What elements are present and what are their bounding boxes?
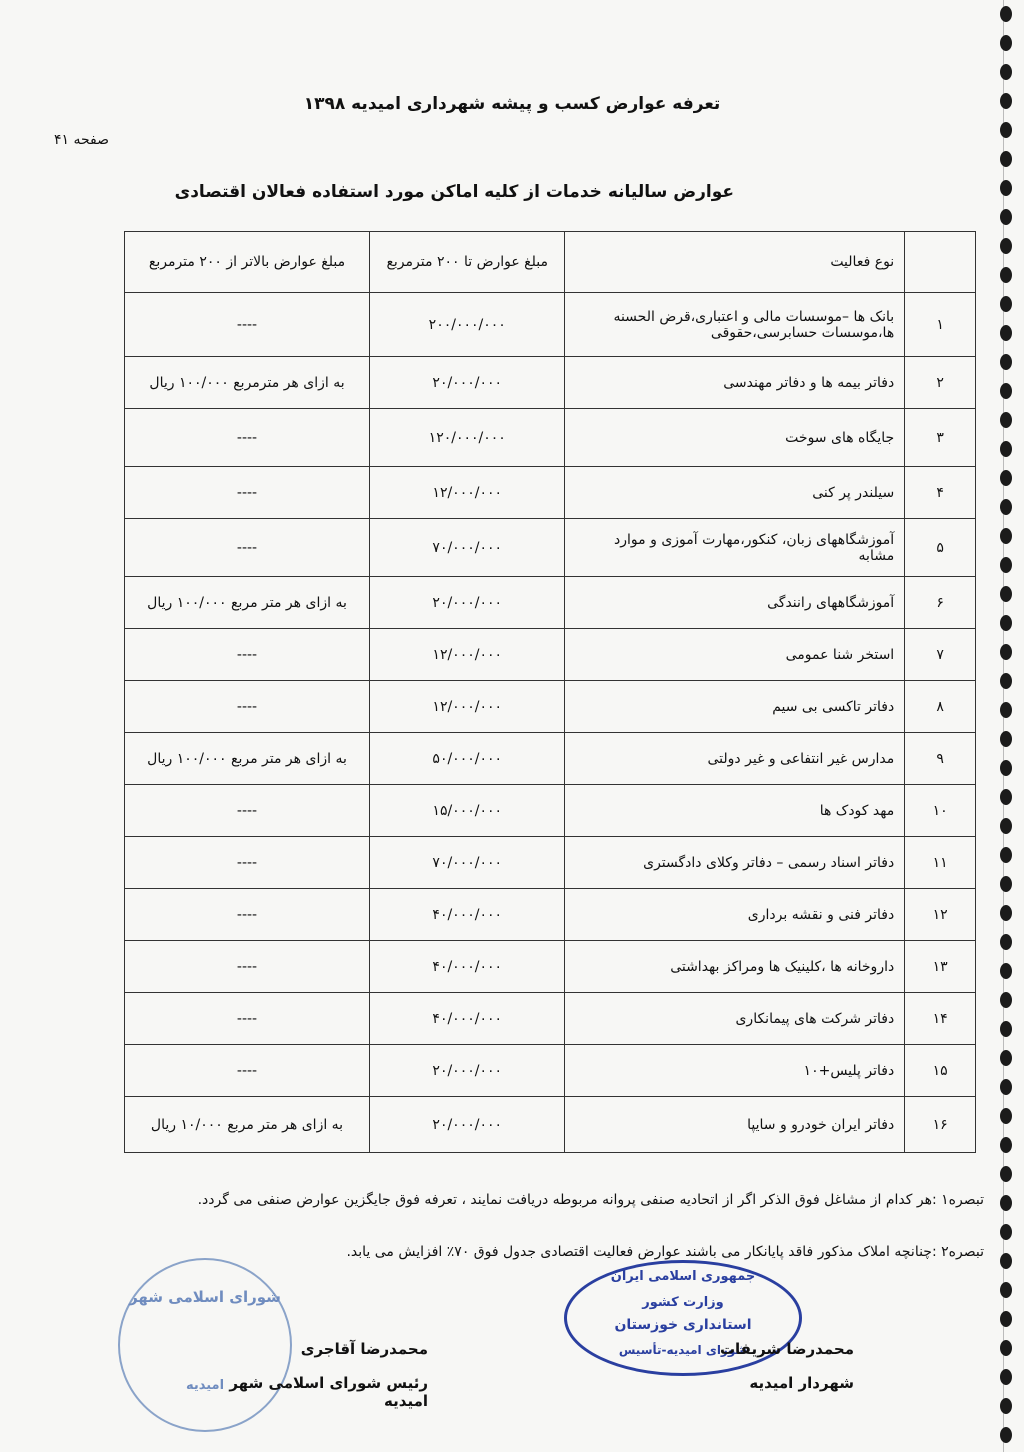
row-activity: دفاتر بیمه ها و دفاتر مهندسی xyxy=(565,357,905,409)
row-amount-over-200: ---- xyxy=(125,519,370,577)
table-row xyxy=(125,519,976,577)
council-stamp-line1: شورای اسلامی شهر xyxy=(129,1288,281,1306)
row-activity: آموزشگاههای زبان، کنکور،مهارت آموزی و موارد مشابه xyxy=(565,519,905,577)
row-amount-over-200: ---- xyxy=(125,889,370,941)
mayor-signature xyxy=(654,1340,854,1392)
binding-hole xyxy=(1000,325,1012,341)
table-row xyxy=(125,357,976,409)
tariff-table xyxy=(124,231,976,1153)
binding-hole xyxy=(1000,1427,1012,1443)
row-activity: جایگاه های سوخت xyxy=(565,409,905,467)
table-row xyxy=(125,629,976,681)
table-row xyxy=(125,785,976,837)
binding-hole xyxy=(1000,1050,1012,1066)
table-row xyxy=(125,293,976,357)
binding-hole xyxy=(1000,180,1012,196)
binding-hole xyxy=(1000,470,1012,486)
row-number: ۱۵ xyxy=(905,1045,976,1097)
governorate-stamp-line3: استانداری خوزستان xyxy=(614,1317,752,1333)
table-row xyxy=(125,1045,976,1097)
row-activity: آموزشگاههای رانندگی xyxy=(565,577,905,629)
binding-hole xyxy=(1000,1108,1012,1124)
table-row xyxy=(125,409,976,467)
binding-hole xyxy=(1000,1253,1012,1269)
note-2: تبصره۲ :چنانچه املاک مذکور فاقد پایانکار می باشند عوارض فعالیت اقتصادی جدول فوق ۷۰٪ افزایش می یابد. xyxy=(346,1244,984,1260)
binding-hole xyxy=(1000,1224,1012,1240)
row-activity: داروخانه ها ،کلینیک ها ومراکز بهداشتی xyxy=(565,941,905,993)
table-row xyxy=(125,467,976,519)
row-amount-up-to-200: ۱۲/۰۰۰/۰۰۰ xyxy=(370,681,565,733)
header-num xyxy=(905,232,976,293)
row-number: ۲ xyxy=(905,357,976,409)
binding-hole xyxy=(1000,412,1012,428)
row-amount-over-200: ---- xyxy=(125,467,370,519)
table-row xyxy=(125,941,976,993)
binding-hole xyxy=(1000,209,1012,225)
table-row xyxy=(125,1097,976,1153)
council-signature xyxy=(228,1340,428,1410)
row-number: ۶ xyxy=(905,577,976,629)
binding-hole xyxy=(1000,876,1012,892)
binding-hole xyxy=(1000,992,1012,1008)
row-amount-up-to-200: ۱۲/۰۰۰/۰۰۰ xyxy=(370,629,565,681)
row-amount-up-to-200: ۱۲/۰۰۰/۰۰۰ xyxy=(370,467,565,519)
table-row xyxy=(125,681,976,733)
council-head-name: محمدرضا آقاجری xyxy=(300,1340,428,1358)
mayor-title: شهردار امیدیه xyxy=(749,1374,854,1392)
row-amount-over-200: به ازای هر متر مربع ۱۰/۰۰۰ ریال xyxy=(125,1097,370,1153)
row-amount-over-200: ---- xyxy=(125,629,370,681)
table-row xyxy=(125,577,976,629)
binding-hole xyxy=(1000,151,1012,167)
binding-hole xyxy=(1000,1021,1012,1037)
binding-hole xyxy=(1000,586,1012,602)
binding-hole xyxy=(1000,557,1012,573)
row-amount-over-200: به ازای هر متر مربع ۱۰۰/۰۰۰ ریال xyxy=(125,577,370,629)
governorate-stamp-line1: جمهوری اسلامی ایران xyxy=(610,1269,756,1284)
note-1: تبصره۱ :هر کدام از مشاغل فوق الذکر اگر از اتحادیه صنفی پروانه مربوطه دریافت نمایند ، تعرفه فوق جایگزین عوارض صنفی می گردد. xyxy=(197,1192,984,1208)
row-amount-up-to-200: ۲۰/۰۰۰/۰۰۰ xyxy=(370,1045,565,1097)
row-number: ۱۴ xyxy=(905,993,976,1045)
header-amount-over-200: مبلغ عوارض بالاتر از ۲۰۰ مترمربع xyxy=(125,232,370,293)
row-amount-up-to-200: ۲۰/۰۰۰/۰۰۰ xyxy=(370,577,565,629)
row-activity: سیلندر پر کنی xyxy=(565,467,905,519)
binding-hole xyxy=(1000,499,1012,515)
row-number: ۳ xyxy=(905,409,976,467)
binding-hole xyxy=(1000,1282,1012,1298)
row-number: ۷ xyxy=(905,629,976,681)
row-amount-up-to-200: ۱۵/۰۰۰/۰۰۰ xyxy=(370,785,565,837)
binding-hole xyxy=(1000,383,1012,399)
row-amount-up-to-200: ۲۰/۰۰۰/۰۰۰ xyxy=(370,1097,565,1153)
governorate-stamp-line4: شورای امیدیه-تأسیس xyxy=(618,1343,748,1357)
row-activity: مدارس غیر انتفاعی و غیر دولتی xyxy=(565,733,905,785)
row-number: ۱۶ xyxy=(905,1097,976,1153)
council-stamp-line2: امیدیه xyxy=(185,1378,225,1393)
row-amount-up-to-200: ۱۲۰/۰۰۰/۰۰۰ xyxy=(370,409,565,467)
table-row xyxy=(125,837,976,889)
row-amount-up-to-200: ۴۰/۰۰۰/۰۰۰ xyxy=(370,941,565,993)
row-amount-over-200: ---- xyxy=(125,409,370,467)
row-activity: دفاتر پلیس+۱۰ xyxy=(565,1045,905,1097)
page-number: صفحه ۴۱ xyxy=(54,132,110,148)
header-amount-up-to-200: مبلغ عوارض تا ۲۰۰ مترمربع xyxy=(370,232,565,293)
council-head-title: رئیس شورای اسلامی شهر امیدیه xyxy=(229,1374,428,1410)
row-amount-over-200: ---- xyxy=(125,993,370,1045)
row-number: ۱۲ xyxy=(905,889,976,941)
document-subtitle: عوارض سالیانه خدمات از کلیه اماکن مورد استفاده فعالان اقتصادی xyxy=(174,182,734,202)
row-activity: دفاتر ایران خودرو و سایپا xyxy=(565,1097,905,1153)
table-header-row xyxy=(125,232,976,293)
row-number: ۸ xyxy=(905,681,976,733)
row-number: ۱۱ xyxy=(905,837,976,889)
row-amount-up-to-200: ۷۰/۰۰۰/۰۰۰ xyxy=(370,837,565,889)
row-amount-over-200: به ازای هر متر مربع ۱۰۰/۰۰۰ ریال xyxy=(125,733,370,785)
row-number: ۱۰ xyxy=(905,785,976,837)
binding-hole xyxy=(1000,905,1012,921)
row-amount-up-to-200: ۴۰/۰۰۰/۰۰۰ xyxy=(370,993,565,1045)
row-amount-over-200: ---- xyxy=(125,941,370,993)
binding-hole xyxy=(1000,644,1012,660)
binding-hole xyxy=(1000,296,1012,312)
binding-hole xyxy=(1000,1137,1012,1153)
binding-hole xyxy=(1000,731,1012,747)
table-row xyxy=(125,993,976,1045)
binding-hole xyxy=(1000,441,1012,457)
row-amount-up-to-200: ۴۰/۰۰۰/۰۰۰ xyxy=(370,889,565,941)
row-activity: استخر شنا عمومی xyxy=(565,629,905,681)
row-activity: دفاتر اسناد رسمی – دفاتر وکلای دادگستری xyxy=(565,837,905,889)
binding-hole xyxy=(1000,1398,1012,1414)
binding-holes xyxy=(994,0,1020,1452)
binding-hole xyxy=(1000,238,1012,254)
binding-hole xyxy=(1000,934,1012,950)
binding-hole xyxy=(1000,1311,1012,1327)
row-amount-over-200: ---- xyxy=(125,293,370,357)
binding-hole xyxy=(1000,1340,1012,1356)
row-amount-up-to-200: ۷۰/۰۰۰/۰۰۰ xyxy=(370,519,565,577)
row-amount-over-200: ---- xyxy=(125,1045,370,1097)
row-amount-over-200: ---- xyxy=(125,785,370,837)
row-activity: بانک ها –موسسات مالی و اعتباری،قرض الحسنه ها،موسسات حسابرسی،حقوقی xyxy=(565,293,905,357)
row-amount-over-200: ---- xyxy=(125,837,370,889)
binding-hole xyxy=(1000,64,1012,80)
row-amount-up-to-200: ۲۰/۰۰۰/۰۰۰ xyxy=(370,357,565,409)
row-amount-over-200: ---- xyxy=(125,681,370,733)
binding-hole xyxy=(1000,528,1012,544)
table-row xyxy=(125,889,976,941)
binding-hole xyxy=(1000,1166,1012,1182)
binding-hole xyxy=(1000,615,1012,631)
binding-hole xyxy=(1000,1369,1012,1385)
header-activity: نوع فعالیت xyxy=(565,232,905,293)
binding-hole xyxy=(1000,1079,1012,1095)
row-amount-up-to-200: ۲۰۰/۰۰۰/۰۰۰ xyxy=(370,293,565,357)
mayor-name: محمدرضا شریفات xyxy=(719,1340,854,1358)
governorate-stamp-line2: وزارت کشور xyxy=(642,1295,724,1310)
binding-hole xyxy=(1000,963,1012,979)
binding-hole xyxy=(1000,122,1012,138)
row-number: ۹ xyxy=(905,733,976,785)
row-amount-over-200: به ازای هر مترمربع ۱۰۰/۰۰۰ ریال xyxy=(125,357,370,409)
binding-hole xyxy=(1000,1195,1012,1211)
binding-hole xyxy=(1000,267,1012,283)
row-activity: مهد کودک ها xyxy=(565,785,905,837)
row-activity: دفاتر شرکت های پیمانکاری xyxy=(565,993,905,1045)
binding-hole xyxy=(1000,35,1012,51)
table-row xyxy=(125,733,976,785)
binding-hole xyxy=(1000,673,1012,689)
row-number: ۴ xyxy=(905,467,976,519)
row-number: ۱۳ xyxy=(905,941,976,993)
binding-hole xyxy=(1000,6,1012,22)
binding-hole xyxy=(1000,354,1012,370)
row-number: ۱ xyxy=(905,293,976,357)
document-title: تعرفه عوارض کسب و پیشه شهرداری امیدیه ۱۳۹۸ xyxy=(303,94,721,114)
binding-hole xyxy=(1000,760,1012,776)
row-amount-up-to-200: ۵۰/۰۰۰/۰۰۰ xyxy=(370,733,565,785)
row-activity: دفاتر تاکسی بی سیم xyxy=(565,681,905,733)
binding-hole xyxy=(1000,789,1012,805)
binding-hole xyxy=(1000,702,1012,718)
binding-hole xyxy=(1000,847,1012,863)
row-number: ۵ xyxy=(905,519,976,577)
binding-hole xyxy=(1000,818,1012,834)
row-activity: دفاتر فنی و نقشه برداری xyxy=(565,889,905,941)
